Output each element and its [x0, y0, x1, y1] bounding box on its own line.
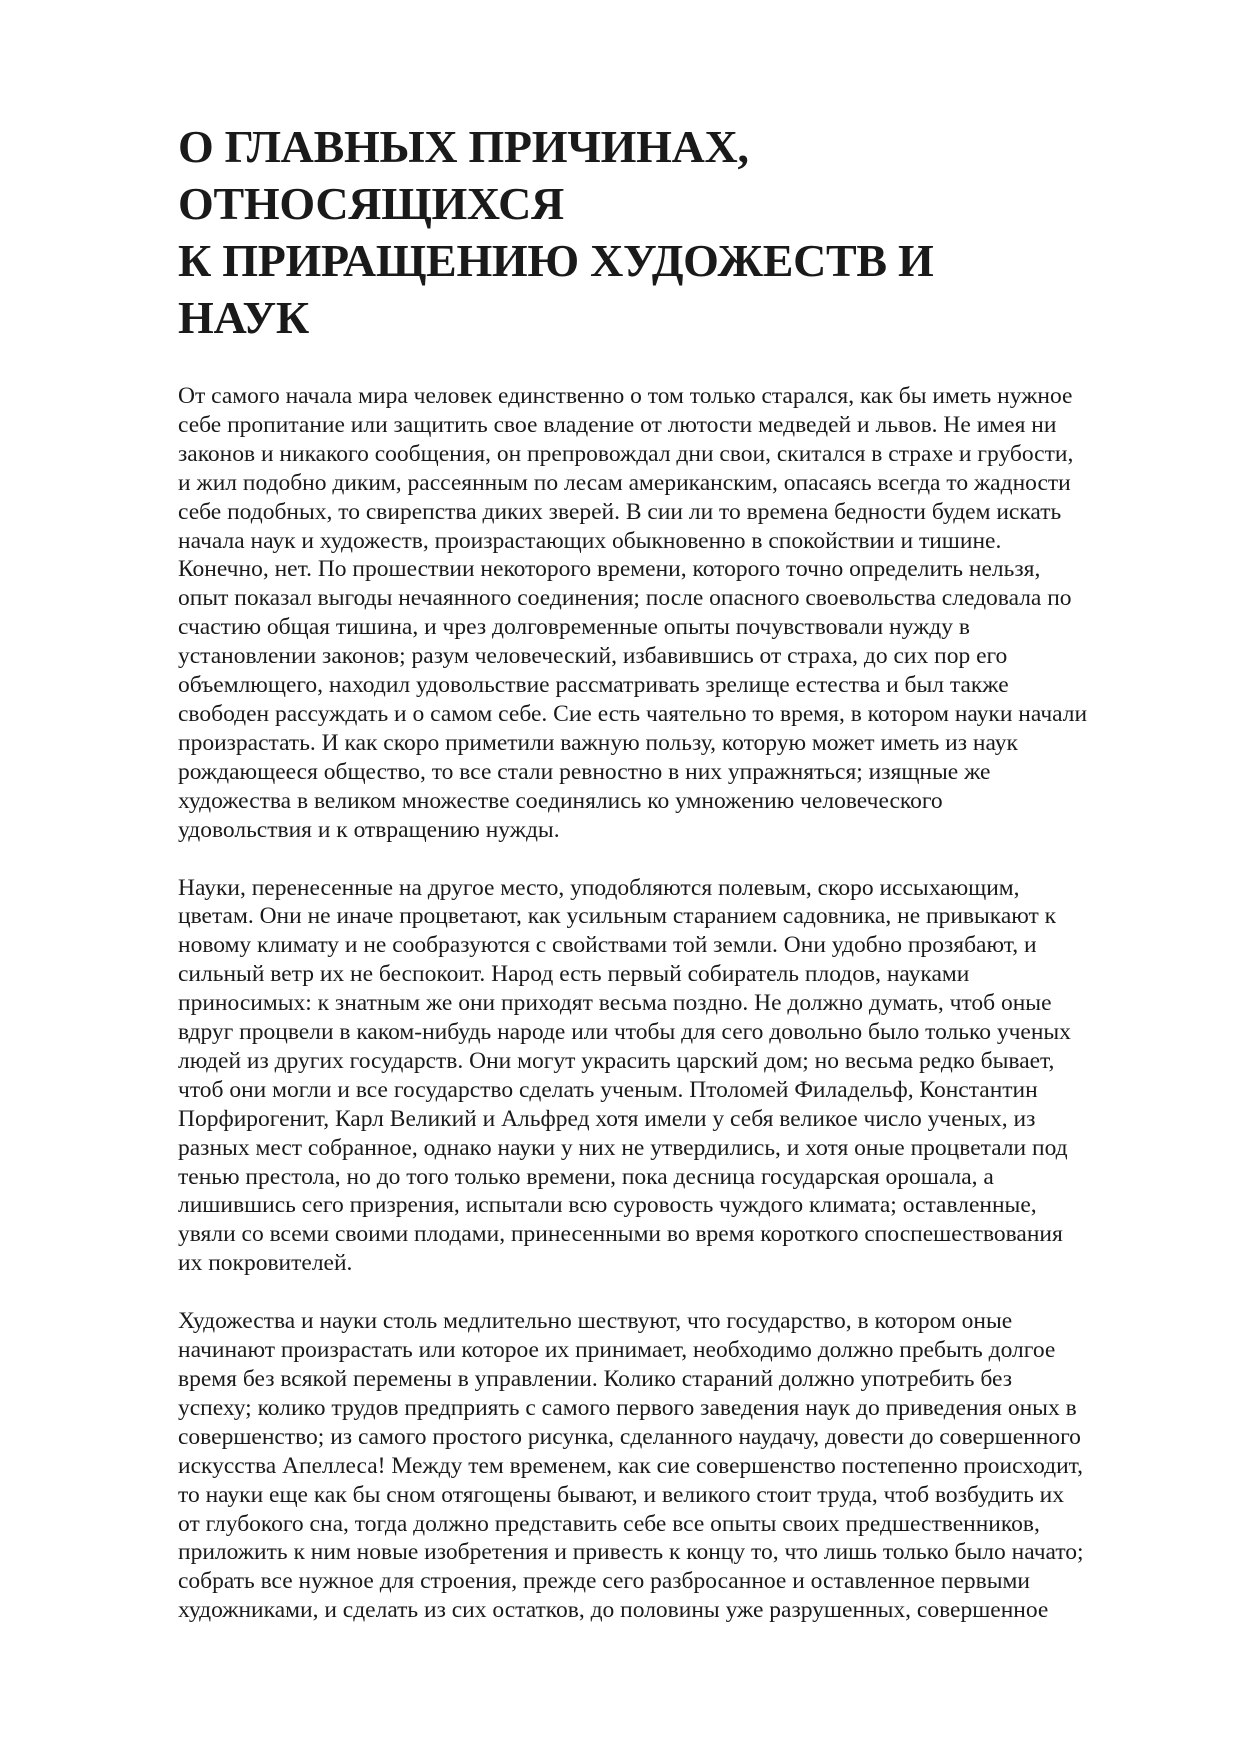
title-line: К ПРИРАЩЕНИЮ ХУДОЖЕСТВ И — [178, 235, 934, 286]
text-line: лишившись сего призрения, испытали всю суровость чуждого климата; оставленные, — [178, 1192, 1037, 1219]
document-page — [178, 118, 1158, 1654]
text-line: совершенство; из самого простого рисунка, сделанного наудачу, довести до совершенного — [178, 1423, 1081, 1450]
text-line: Художества и науки столь медлительно шествуют, что государство, в котором оные — [178, 1308, 1013, 1335]
text-line: цветам. Они не иначе процветают, как усильным старанием садовника, не привыкают к — [178, 903, 1057, 930]
text-line: их покровителей. — [178, 1250, 353, 1277]
text-line: приложить к ним новые изобретения и привесть к концу то, что лишь только было начато; — [178, 1539, 1084, 1566]
text-line: начала наук и художеств, произрастающих обыкновенно в спокойствии и тишине. — [178, 527, 1002, 554]
text-line: вдруг процвели в каком-нибудь народе или чтобы для сего довольно было только ученых — [178, 1019, 1071, 1046]
text-line: Конечно, нет. По прошествии некоторого времени, которого точно определить нельзя, — [178, 556, 1041, 583]
paragraph — [178, 874, 1158, 1279]
text-line: удовольствия и к отвращению нужды. — [178, 816, 560, 843]
text-line: установлении законов; разум человеческий, избавившись от страха, до сих пор его — [178, 643, 1008, 670]
text-line: свободен рассуждать и о самом себе. Сие есть чаятельно то время, в котором науки начали — [178, 700, 1088, 727]
text-line: От самого начала мира человек единственно о том только старался, как бы иметь нужное — [178, 383, 1073, 409]
text-line: успеху; колико трудов предприять с самого первого заведения наук до приведения оных в — [178, 1394, 1077, 1421]
title-line: НАУК — [178, 292, 309, 343]
text-line: художниками, и сделать из сих остатков, до половины уже разрушенных, совершенное — [178, 1597, 1049, 1624]
paragraph — [178, 382, 1158, 845]
text-line: время без всякой перемены в управлении. Колико стараний должно употребить без — [178, 1366, 1013, 1392]
page-title — [178, 118, 1158, 346]
text-line: то науки еще как бы сном отягощены бывают, и великого стоит труда, чтоб возбудить их — [178, 1481, 1064, 1508]
text-line: себе подобных, то свирепства диких зверей. В сии ли то времена бедности будем искать — [178, 498, 1062, 525]
title-line: О ГЛАВНЫХ ПРИЧИНАХ, — [178, 121, 749, 172]
text-line: людей из других государств. Они могут украсить царский дом; но весьма редко бывает, — [178, 1047, 1055, 1074]
text-line: чтоб они могли и все государство сделать ученым. Птоломей Филадельф, Константин — [178, 1076, 1038, 1103]
text-line: Порфирогенит, Карл Великий и Альфред хотя имели у себя великое число ученых, из — [178, 1105, 1036, 1132]
text-line: художества в великом множестве соединялись ко умножению человеческого — [178, 787, 943, 814]
text-line: рождающееся общество, то все стали ревностно в них упражняться; изящные же — [178, 758, 991, 785]
text-line: и жил подобно диким, рассеянным по лесам американским, опасаясь всегда то жадности — [178, 469, 1071, 496]
text-line: увяли со всеми своими плодами, принесенными во время короткого споспешествования — [178, 1221, 1063, 1248]
text-line: начинают произрастать или которое их принимает, необходимо должно пребыть долгое — [178, 1337, 1056, 1364]
text-line: собрать все нужное для строения, прежде сего разбросанное и оставленное первыми — [178, 1568, 1030, 1595]
text-line: законов и никакого сообщения, он препровождал дни свои, скитался в страхе и грубости, — [178, 440, 1074, 467]
text-line: разных мест собранное, однако науки у них не утвердились, и хотя оные процветали под — [178, 1134, 1068, 1161]
paragraph — [178, 1307, 1158, 1625]
text-line: Науки, перенесенные на другое место, уподобляются полевым, скоро иссыхающим, — [178, 874, 1020, 901]
text-line: счастию общая тишина, и чрез долговременные опыты почувствовали нужду в — [178, 614, 970, 641]
text-line: произрастать. И как скоро приметили важную пользу, которую может иметь из наук — [178, 729, 1018, 756]
title-line: ОТНОСЯЩИХСЯ — [178, 178, 564, 229]
text-line: искусства Апеллеса! Между тем временем, как сие совершенство постепенно происходит, — [178, 1452, 1084, 1479]
text-line: сильный ветр их не беспокоит. Народ есть первый собиратель плодов, науками — [178, 961, 970, 988]
text-line: приносимых: к знатным же они приходят весьма поздно. Не должно думать, чтоб оные — [178, 990, 1052, 1017]
document-body — [178, 382, 1158, 1625]
text-line: себе пропитание или защитить свое владение от лютости медведей и львов. Не имея ни — [178, 411, 1057, 438]
text-line: объемлющего, находил удовольствие рассматривать зрелище естества и был также — [178, 672, 1009, 699]
text-line: от глубокого сна, тогда должно представить себе все опыты своих предшественников, — [178, 1510, 1040, 1537]
text-line: опыт показал выгоды нечаянного соединения; после опасного своевольства следовала по — [178, 585, 1072, 612]
text-line: новому климату и не сообразуются с свойствами той земли. Они удобно прозябают, и — [178, 932, 1037, 959]
text-line: тенью престола, но до того только времени, пока десница государская орошала, а — [178, 1163, 994, 1190]
